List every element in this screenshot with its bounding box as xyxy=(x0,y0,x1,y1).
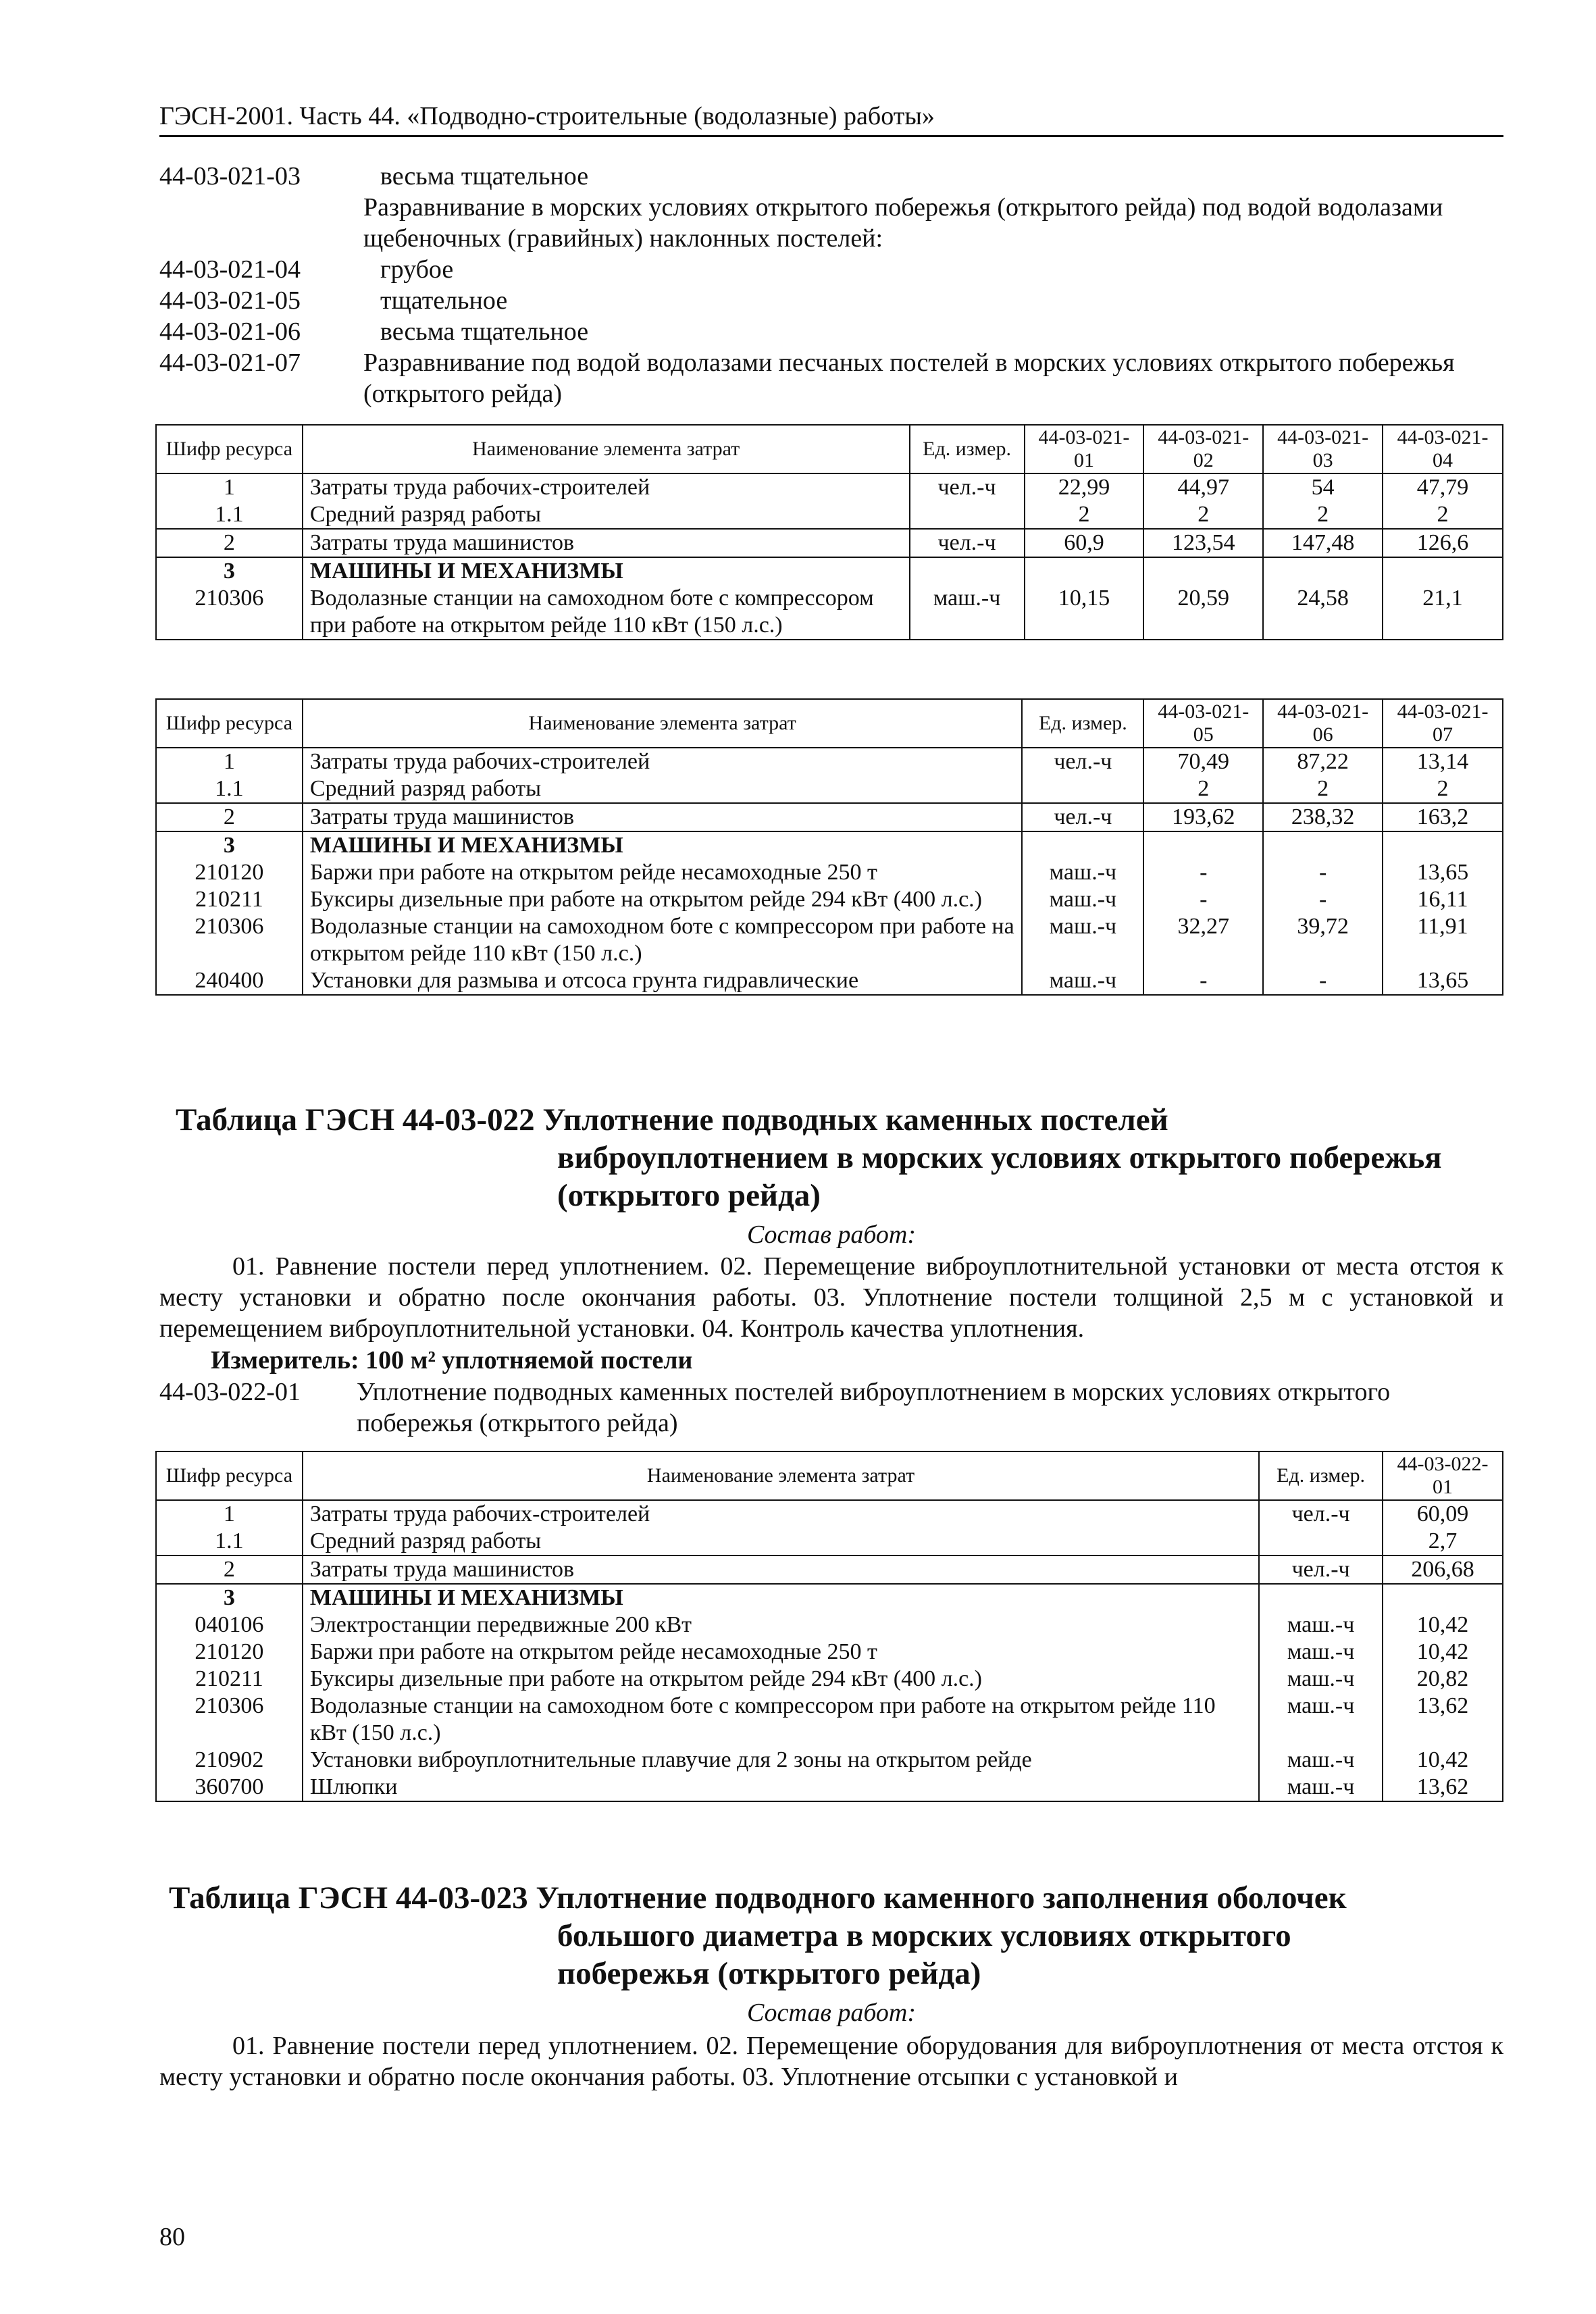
table-row xyxy=(156,1528,1503,1555)
table-row xyxy=(156,529,1503,557)
cell-code: 1.1 xyxy=(156,1528,303,1555)
intro-code: 44-03-021-04 xyxy=(159,255,301,284)
cell-value: 10,42 xyxy=(1383,1747,1503,1774)
title-line: большого диаметра в морских условиях открытого xyxy=(557,1918,1291,1953)
cell-value: 54 xyxy=(1263,473,1383,501)
cell-name: Установки виброуплотнительные плавучие для 2 зоны на открытом рейде xyxy=(303,1747,1259,1774)
cell-value: 16,11 xyxy=(1383,886,1503,913)
cell-value: 20,82 xyxy=(1383,1666,1503,1693)
item-description xyxy=(159,1377,1503,1439)
cell-value: - xyxy=(1263,886,1383,913)
table-row xyxy=(156,1555,1503,1584)
cell-code: 2 xyxy=(156,803,303,831)
table-row xyxy=(156,501,1503,529)
header-rule xyxy=(159,135,1503,137)
cell-value: - xyxy=(1263,967,1383,995)
table-header-row xyxy=(156,1451,1503,1500)
cell-name: МАШИНЫ И МЕХАНИЗМЫ xyxy=(303,1584,1259,1612)
cell-code: 210120 xyxy=(156,859,303,886)
table-row xyxy=(156,803,1503,831)
cell-value xyxy=(1263,831,1383,859)
cell-value: 39,72 xyxy=(1263,913,1383,967)
cell-code: 1.1 xyxy=(156,501,303,529)
cell-name: Буксиры дизельные при работе на открытом рейде 294 кВт (400 л.с.) xyxy=(303,1666,1259,1693)
cell-code: 210306 xyxy=(156,1693,303,1747)
cell-value: 47,79 xyxy=(1383,473,1503,501)
cell-value: 238,32 xyxy=(1263,803,1383,831)
cell-value: 60,9 xyxy=(1025,529,1144,557)
cell-unit: маш.-ч xyxy=(1259,1774,1383,1801)
cell-value: 20,59 xyxy=(1143,585,1263,640)
cell-name: Водолазные станции на самоходном боте с компрессором при работе на открытом рейде 110 кВт (150 л.с.) xyxy=(303,913,1023,967)
cell-value: 2,7 xyxy=(1383,1528,1503,1555)
cell-unit: чел.-ч xyxy=(1259,1555,1383,1584)
table-row xyxy=(156,1774,1503,1801)
cell-value: 2 xyxy=(1383,501,1503,529)
cell-value xyxy=(1383,1584,1503,1612)
cell-unit xyxy=(1259,1528,1383,1555)
cell-unit: маш.-ч xyxy=(1259,1639,1383,1666)
cell-value: 2 xyxy=(1383,775,1503,803)
sostav-label: Состав работ: xyxy=(746,1220,917,1249)
cell-name: Баржи при работе на открытом рейде несамоходные 250 т xyxy=(303,859,1023,886)
table-row xyxy=(156,748,1503,775)
cell-value: - xyxy=(1143,967,1263,995)
cell-unit: чел.-ч xyxy=(910,473,1025,501)
col-header-name: Наименование элемента затрат xyxy=(303,1451,1259,1500)
cell-value: 206,68 xyxy=(1383,1555,1503,1584)
cell-name: Шлюпки xyxy=(303,1774,1259,1801)
cell-value xyxy=(1143,557,1263,585)
col-header-unit: Ед. измер. xyxy=(1259,1451,1383,1500)
cell-unit xyxy=(910,557,1025,585)
intro-code: 44-03-021-06 xyxy=(159,317,301,346)
title-line: побережья (открытого рейда) xyxy=(557,1956,981,1991)
cell-name: Средний разряд работы xyxy=(303,775,1023,803)
col-header-unit: Ед. измер. xyxy=(1022,699,1143,748)
cell-unit: чел.-ч xyxy=(1022,748,1143,775)
cell-value xyxy=(1383,831,1503,859)
cell-value: 2 xyxy=(1025,501,1144,529)
table-section-row xyxy=(156,831,1503,859)
table-row xyxy=(156,913,1503,967)
cell-code: 2 xyxy=(156,529,303,557)
col-header-norm: 44-03-021-07 xyxy=(1383,699,1503,748)
table-title-023 xyxy=(169,1879,1499,1992)
cell-unit: маш.-ч xyxy=(1259,1612,1383,1639)
table-row xyxy=(156,1693,1503,1747)
table-row xyxy=(156,473,1503,501)
intro-text: Разравнивание в морских условиях открытого побережья (открытого рейда) под водой водолазами щебеночных (гравийных) наклонных постелей: xyxy=(363,193,1443,253)
sostav-label: Состав работ: xyxy=(746,1999,917,2027)
table-row xyxy=(156,1747,1503,1774)
cell-name: Затраты труда рабочих-строителей xyxy=(303,1500,1259,1528)
col-header-norm: 44-03-021-01 xyxy=(1025,425,1144,473)
cell-value: 22,99 xyxy=(1025,473,1144,501)
table-row xyxy=(156,1639,1503,1666)
cell-name: Затраты труда машинистов xyxy=(303,1555,1259,1584)
cell-name: Средний разряд работы xyxy=(303,501,910,529)
col-header-norm: 44-03-022-01 xyxy=(1383,1451,1503,1500)
cell-name: Баржи при работе на открытом рейде несамоходные 250 т xyxy=(303,1639,1259,1666)
cell-value xyxy=(1263,557,1383,585)
table-row xyxy=(156,967,1503,995)
cell-value: 123,54 xyxy=(1143,529,1263,557)
works-paragraph: 01. Равнение постели перед уплотнением. 02. Перемещение оборудования для виброуплотнения от места отстоя к месту установки и обратно после окончания работы. 03. Уплотнение отсыпки с установкой и xyxy=(159,2032,1503,2091)
col-header-name: Наименование элемента затрат xyxy=(303,425,910,473)
col-header-norm: 44-03-021-05 xyxy=(1143,699,1263,748)
cell-value xyxy=(1025,557,1144,585)
col-header-norm: 44-03-021-02 xyxy=(1143,425,1263,473)
cell-name: Водолазные станции на самоходном боте с компрессором при работе на открытом рейде 110 кВт (150 л.с.) xyxy=(303,1693,1259,1747)
title-lead: Таблица ГЭСН 44-03-022 xyxy=(176,1102,535,1137)
cell-name: Затраты труда машинистов xyxy=(303,803,1023,831)
running-header: ГЭСН-2001. Часть 44. «Подводно-строительные (водолазные) работы» xyxy=(159,102,935,130)
intro-item xyxy=(159,1377,1503,1439)
cell-value: 13,65 xyxy=(1383,967,1503,995)
cell-unit: маш.-ч xyxy=(1259,1747,1383,1774)
cell-code: 1 xyxy=(156,748,303,775)
cell-name: Буксиры дизельные при работе на открытом рейде 294 кВт (400 л.с.) xyxy=(303,886,1023,913)
col-header-code: Шифр ресурса xyxy=(156,699,303,748)
title-line: Уплотнение подводных каменных постелей xyxy=(542,1102,1168,1137)
cell-code: 3 xyxy=(156,557,303,585)
cell-value: 32,27 xyxy=(1143,913,1263,967)
cell-value: 147,48 xyxy=(1263,529,1383,557)
cell-code: 1 xyxy=(156,473,303,501)
intro-item xyxy=(159,192,1503,254)
cell-code: 210902 xyxy=(156,1747,303,1774)
table-section-row xyxy=(156,557,1503,585)
intro-item xyxy=(159,285,1503,316)
cell-value: 13,62 xyxy=(1383,1693,1503,1747)
table-row xyxy=(156,1612,1503,1639)
col-header-code: Шифр ресурса xyxy=(156,1451,303,1500)
cell-unit: маш.-ч xyxy=(1022,967,1143,995)
works-paragraph: 01. Равнение постели перед уплотнением. 02. Перемещение виброуплотнительной установки от места отстоя к месту установки и обратно после окончания работы. 03. Уплотнение постели толщиной 2,5 м с установкой и перемещением виброуплотнительной установки. 04. Контроль качества уплотнения. xyxy=(159,1252,1503,1343)
cell-name: Затраты труда машинистов xyxy=(303,529,910,557)
table-row xyxy=(156,886,1503,913)
cell-value: 24,58 xyxy=(1263,585,1383,640)
cell-name: МАШИНЫ И МЕХАНИЗМЫ xyxy=(303,557,910,585)
item-code: 44-03-022-01 xyxy=(159,1378,301,1406)
cell-value: 11,91 xyxy=(1383,913,1503,967)
cell-code: 3 xyxy=(156,831,303,859)
cell-unit: маш.-ч xyxy=(1259,1666,1383,1693)
cell-value: 87,22 xyxy=(1263,748,1383,775)
table-title-022 xyxy=(176,1101,1499,1214)
cell-value: 2 xyxy=(1143,775,1263,803)
cell-value xyxy=(1143,831,1263,859)
cell-code: 210211 xyxy=(156,1666,303,1693)
cell-value: - xyxy=(1143,886,1263,913)
cell-code: 3 xyxy=(156,1584,303,1612)
cell-value: - xyxy=(1143,859,1263,886)
cell-unit xyxy=(1022,831,1143,859)
intro-item xyxy=(159,161,1503,192)
cell-code: 240400 xyxy=(156,967,303,995)
cell-name: Средний разряд работы xyxy=(303,1528,1259,1555)
item-text: Уплотнение подводных каменных постелей виброуплотнением в морских условиях открытого побережья (открытого рейда) xyxy=(357,1378,1391,1437)
cell-code: 210120 xyxy=(156,1639,303,1666)
cell-value: 13,65 xyxy=(1383,859,1503,886)
intro-text: весьма тщательное xyxy=(380,317,589,346)
cell-value: 13,14 xyxy=(1383,748,1503,775)
intro-text: тщательное xyxy=(380,286,508,315)
cell-name: Затраты труда рабочих-строителей xyxy=(303,473,910,501)
cell-value: 60,09 xyxy=(1383,1500,1503,1528)
cell-unit: маш.-ч xyxy=(1022,913,1143,967)
table-row xyxy=(156,1500,1503,1528)
table-row xyxy=(156,585,1503,640)
col-header-unit: Ед. измер. xyxy=(910,425,1025,473)
table-section-row xyxy=(156,1584,1503,1612)
cell-code: 2 xyxy=(156,1555,303,1584)
measure-unit: Измеритель: 100 м² уплотняемой постели xyxy=(211,1346,693,1374)
table-row xyxy=(156,1666,1503,1693)
col-header-norm: 44-03-021-03 xyxy=(1263,425,1383,473)
cell-value: 10,42 xyxy=(1383,1612,1503,1639)
cell-value: 13,62 xyxy=(1383,1774,1503,1801)
intro-code: 44-03-021-03 xyxy=(159,162,301,190)
intro-item xyxy=(159,347,1503,409)
col-header-norm: 44-03-021-04 xyxy=(1383,425,1503,473)
intro-code: 44-03-021-05 xyxy=(159,286,301,315)
intro-text: весьма тщательное xyxy=(380,162,589,190)
cell-unit: маш.-ч xyxy=(1022,859,1143,886)
cell-value: 126,6 xyxy=(1383,529,1503,557)
cell-unit: чел.-ч xyxy=(1022,803,1143,831)
cell-unit xyxy=(910,501,1025,529)
cell-value: 193,62 xyxy=(1143,803,1263,831)
cell-code: 1 xyxy=(156,1500,303,1528)
cell-value: 10,15 xyxy=(1025,585,1144,640)
col-header-norm: 44-03-021-06 xyxy=(1263,699,1383,748)
cell-value: - xyxy=(1263,859,1383,886)
table-header-row xyxy=(156,425,1503,473)
title-line: (открытого рейда) xyxy=(557,1178,821,1213)
cell-code: 210306 xyxy=(156,585,303,640)
table-row xyxy=(156,859,1503,886)
title-line: Уплотнение подводного каменного заполнения оболочек xyxy=(536,1880,1347,1916)
intro-code: 44-03-021-07 xyxy=(159,349,301,377)
cell-unit xyxy=(1259,1584,1383,1612)
cell-unit: маш.-ч xyxy=(910,585,1025,640)
table-row xyxy=(156,775,1503,803)
intro-list xyxy=(159,161,1503,409)
title-line: виброуплотнением в морских условиях открытого побережья xyxy=(557,1140,1442,1175)
cell-unit: маш.-ч xyxy=(1022,886,1143,913)
intro-text: Разравнивание под водой водолазами песчаных постелей в морских условиях открытого побережья (открытого рейда) xyxy=(363,349,1455,408)
cell-code: 040106 xyxy=(156,1612,303,1639)
cell-code: 360700 xyxy=(156,1774,303,1801)
cell-name: Водолазные станции на самоходном боте с компрессором при работе на открытом рейде 110 кВт (150 л.с.) xyxy=(303,585,910,640)
intro-text: грубое xyxy=(380,255,454,284)
cell-unit xyxy=(1022,775,1143,803)
intro-item xyxy=(159,316,1503,347)
cell-value: 70,49 xyxy=(1143,748,1263,775)
resource-table-021-01-04 xyxy=(155,424,1503,640)
col-header-code: Шифр ресурса xyxy=(156,425,303,473)
cell-unit: чел.-ч xyxy=(910,529,1025,557)
cell-code: 1.1 xyxy=(156,775,303,803)
cell-name: Установки для размыва и отсоса грунта гидравлические xyxy=(303,967,1023,995)
cell-name: МАШИНЫ И МЕХАНИЗМЫ xyxy=(303,831,1023,859)
cell-value: 2 xyxy=(1263,501,1383,529)
resource-table-022-01 xyxy=(155,1451,1503,1802)
cell-value: 2 xyxy=(1143,501,1263,529)
cell-value xyxy=(1383,557,1503,585)
cell-value: 2 xyxy=(1263,775,1383,803)
table-header-row xyxy=(156,699,1503,748)
intro-item xyxy=(159,254,1503,285)
cell-name: Электростанции передвижные 200 кВт xyxy=(303,1612,1259,1639)
cell-value: 10,42 xyxy=(1383,1639,1503,1666)
cell-unit: маш.-ч xyxy=(1259,1693,1383,1747)
resource-table-021-05-07 xyxy=(155,698,1503,996)
col-header-name: Наименование элемента затрат xyxy=(303,699,1023,748)
cell-code: 210211 xyxy=(156,886,303,913)
cell-code: 210306 xyxy=(156,913,303,967)
cell-name: Затраты труда рабочих-строителей xyxy=(303,748,1023,775)
intro-code xyxy=(159,192,363,254)
cell-value: 44,97 xyxy=(1143,473,1263,501)
title-lead: Таблица ГЭСН 44-03-023 xyxy=(169,1880,528,1916)
cell-unit: чел.-ч xyxy=(1259,1500,1383,1528)
cell-value: 163,2 xyxy=(1383,803,1503,831)
cell-value: 21,1 xyxy=(1383,585,1503,640)
page-number: 80 xyxy=(159,2223,185,2251)
